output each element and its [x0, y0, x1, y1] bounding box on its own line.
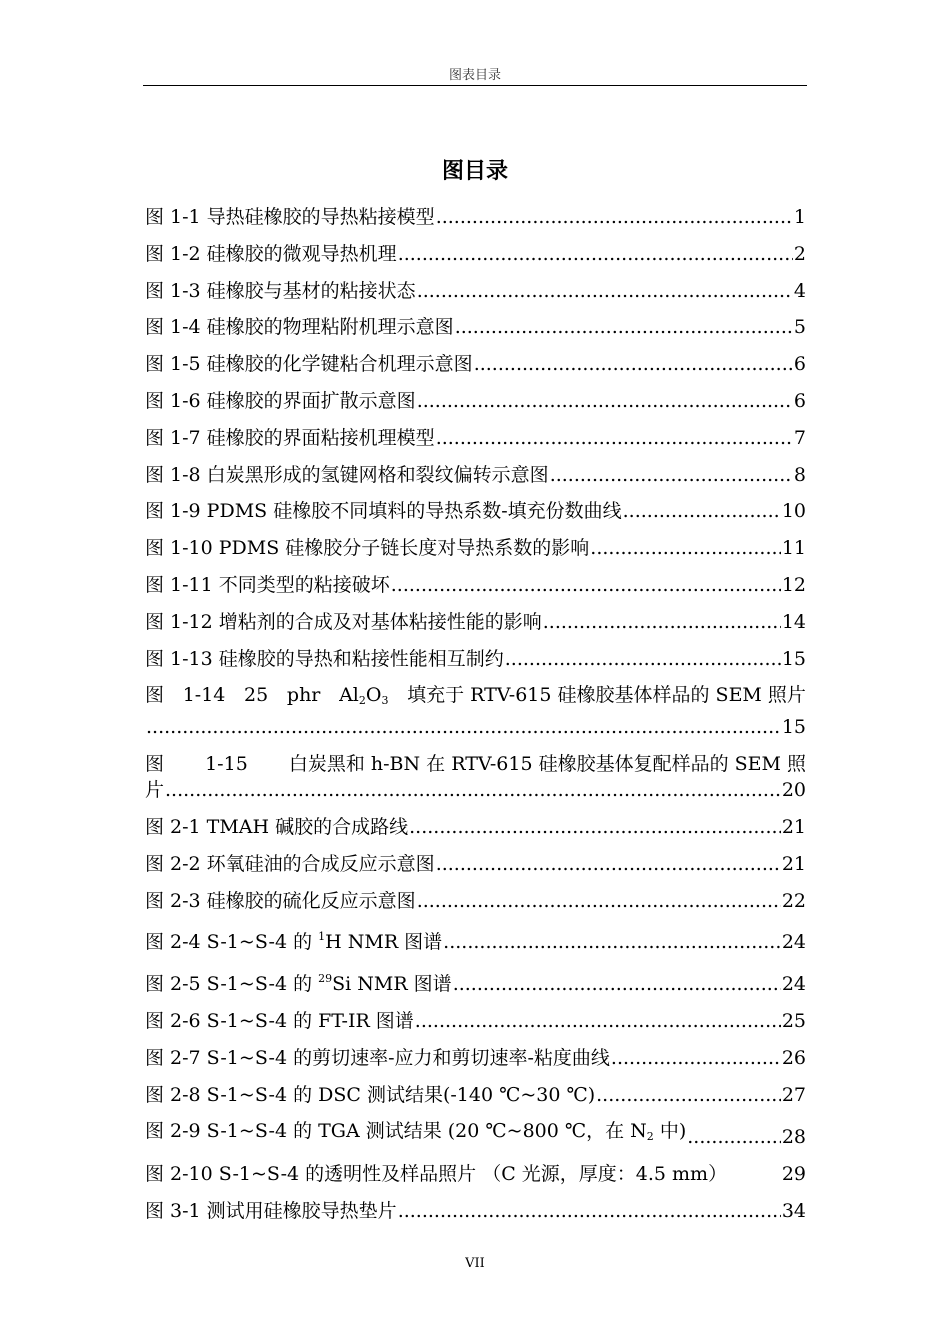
dot-leader [391, 572, 781, 598]
toc-entry[interactable] [145, 498, 806, 524]
dot-leader [623, 498, 781, 524]
toc-entry[interactable] [145, 646, 806, 672]
toc-entry-3-1[interactable]: 图 3-1 测试用硅橡胶导热垫片 ..... 34 [145, 1198, 806, 1224]
dot-leader [417, 888, 781, 914]
toc-entry-2-4[interactable]: 图 2-4 S-1~S-4 的 $^1$H NMR 图谱 ..... 24 [145, 924, 806, 955]
dot-leader [436, 425, 793, 451]
page-number-ref: 34 [781, 1199, 806, 1222]
dot-leader [415, 1008, 781, 1034]
page-number-ref: 12 [781, 573, 806, 596]
toc-entry-label: 图 1-3 硅橡胶与基材的粘接状态 [145, 279, 416, 302]
toc-entry-label: 图 1-6 硅橡胶的界面扩散示意图 [145, 389, 416, 412]
toc-entry[interactable] [145, 278, 806, 304]
figure-list [145, 204, 806, 1235]
header-rule [143, 85, 807, 86]
toc-entry[interactable] [145, 572, 806, 598]
page-number-ref: 24 [781, 931, 806, 954]
page-number-ref: 11 [781, 537, 806, 560]
toc-entry[interactable] [145, 814, 806, 840]
toc-entry-label: 图 1-8 白炭黑形成的氢键网格和裂纹偏转示意图 [145, 463, 549, 486]
dot-leader [436, 204, 793, 230]
page-number-ref: 29 [781, 1163, 806, 1186]
page-number-ref: 7 [793, 426, 806, 449]
toc-entry-label: 图 1-12 增粘剂的合成及对基体粘接性能的影响 [145, 610, 542, 633]
page-number-ref: 21 [781, 815, 806, 838]
toc-entry-label: 图 1-5 硅橡胶的化学键粘合机理示意图 [145, 353, 473, 376]
toc-entry[interactable] [145, 609, 806, 635]
toc-entry-label: 图 1-10 PDMS 硅橡胶分子链长度对导热系数的影响 [145, 537, 590, 560]
dot-leader [550, 462, 793, 488]
toc-entry-label: 图 2-1 TMAH 碱胶的合成路线 [145, 815, 409, 838]
dot-leader [409, 814, 781, 840]
dot-leader [443, 929, 781, 955]
dot-leader [611, 1045, 781, 1071]
page-number-ref: 15 [781, 716, 806, 739]
dot-leader [436, 851, 781, 877]
toc-entry[interactable] [145, 851, 806, 877]
dot-leader [596, 1082, 781, 1108]
toc-entry-label: 图 1-1 导热硅橡胶的导热粘接模型 [145, 206, 435, 228]
dot-leader [474, 351, 793, 377]
toc-entry-label: 图 2-8 S-1~S-4 的 DSC 测试结果(-140 ℃~30 ℃) [145, 1083, 596, 1106]
toc-entry-1-14[interactable]: 图 1-14 25 phr $Al_2O_3$ 填充于 RTV-615 硅橡胶基体样品的 SEM 照片 ..... 15 [145, 682, 806, 740]
page-number-ref: 5 [793, 316, 806, 339]
dot-leader [398, 241, 793, 267]
toc-entry[interactable] [145, 1008, 806, 1034]
page-number-ref: 21 [781, 852, 806, 875]
toc-entry[interactable] [145, 462, 806, 488]
toc-entry-label: 图 2-7 S-1~S-4 的剪切速率-应力和剪切速率-粘度曲线 [145, 1046, 610, 1069]
page-number-ref: 24 [781, 973, 806, 996]
toc-entry-label: 图 2-6 S-1~S-4 的 FT-IR 图谱 [145, 1009, 414, 1032]
dot-leader [417, 278, 793, 304]
dot-leader [146, 714, 781, 740]
toc-entry-1-15[interactable]: 图 1-15 白炭黑和 h-BN 在 RTV-615 硅橡胶基体复配样品的 SEM 照 片 ..... 20 [145, 751, 806, 803]
page-number-ref: 2 [793, 242, 806, 265]
running-header: 图表目录 [448, 68, 501, 83]
page-number-ref: 1 [793, 206, 806, 228]
toc-entry-2-9[interactable]: 图 2-9 S-1~S-4 的 TGA 测试结果 (20 ℃~800 ℃，在 $N_2$ 中) ..... 28 [145, 1118, 806, 1150]
page-number-ref: 10 [781, 500, 806, 523]
toc-entry-label: 图 1-13 硅橡胶的导热和粘接性能相互制约 [145, 647, 504, 670]
page-number-ref: 4 [793, 279, 806, 302]
page-number-ref: 20 [781, 779, 806, 802]
dot-leader [453, 971, 781, 997]
page-number-ref: 22 [781, 889, 806, 912]
toc-entry-label: 图 1-11 不同类型的粘接破坏 [145, 573, 390, 596]
dot-leader [687, 1124, 781, 1150]
page-footer-number: VII [465, 1256, 485, 1271]
toc-entry-label: 图 2-2 环氧硅油的合成反应示意图 [145, 852, 435, 875]
page-number-ref: 27 [781, 1083, 806, 1106]
dot-leader [417, 388, 793, 414]
page-number-ref: 15 [781, 647, 806, 670]
toc-entry[interactable] [145, 1082, 806, 1108]
toc-entry-2-10[interactable]: 图 2-10 S-1~S-4 的透明性及样品照片 （C 光源，厚度：4.5 mm） 29 [145, 1163, 806, 1186]
page-number-ref: 28 [781, 1126, 806, 1149]
page-number-ref: 6 [793, 353, 806, 376]
toc-entry[interactable] [145, 1045, 806, 1071]
page-title: 图目录 [441, 159, 508, 184]
toc-entry[interactable] [145, 314, 806, 340]
page-number-ref: 26 [781, 1046, 806, 1069]
toc-entry[interactable] [145, 388, 806, 414]
page-number-ref: 8 [793, 463, 806, 486]
dot-leader [455, 314, 793, 340]
toc-entry[interactable] [145, 351, 806, 377]
toc-entry-label: 图 1-9 PDMS 硅橡胶不同填料的导热系数-填充份数曲线 [145, 500, 622, 523]
page-number-ref: 25 [781, 1009, 806, 1032]
dot-leader [505, 646, 781, 672]
toc-entry-label: 图 1-4 硅橡胶的物理粘附机理示意图 [145, 316, 454, 339]
dot-leader [543, 609, 781, 635]
toc-entry[interactable] [145, 425, 806, 451]
toc-entry[interactable] [145, 241, 806, 267]
toc-entry[interactable] [145, 888, 806, 914]
toc-entry-2-5[interactable]: 图 2-5 S-1~S-4 的 $^{29}$Si NMR 图谱 ..... 24 [145, 966, 806, 997]
toc-entry-label: 图 1-7 硅橡胶的界面粘接机理模型 [145, 426, 435, 449]
toc-entry-label: 图 1-2 硅橡胶的微观导热机理 [145, 242, 397, 265]
dot-leader [590, 535, 781, 561]
toc-entry[interactable] [145, 204, 806, 230]
page-number-ref: 6 [793, 389, 806, 412]
dot-leader [165, 777, 781, 803]
page-number-ref: 14 [781, 610, 806, 633]
toc-entry-label: 图 2-3 硅橡胶的硫化反应示意图 [145, 889, 416, 912]
toc-entry[interactable] [145, 535, 806, 561]
dot-leader [398, 1198, 781, 1224]
